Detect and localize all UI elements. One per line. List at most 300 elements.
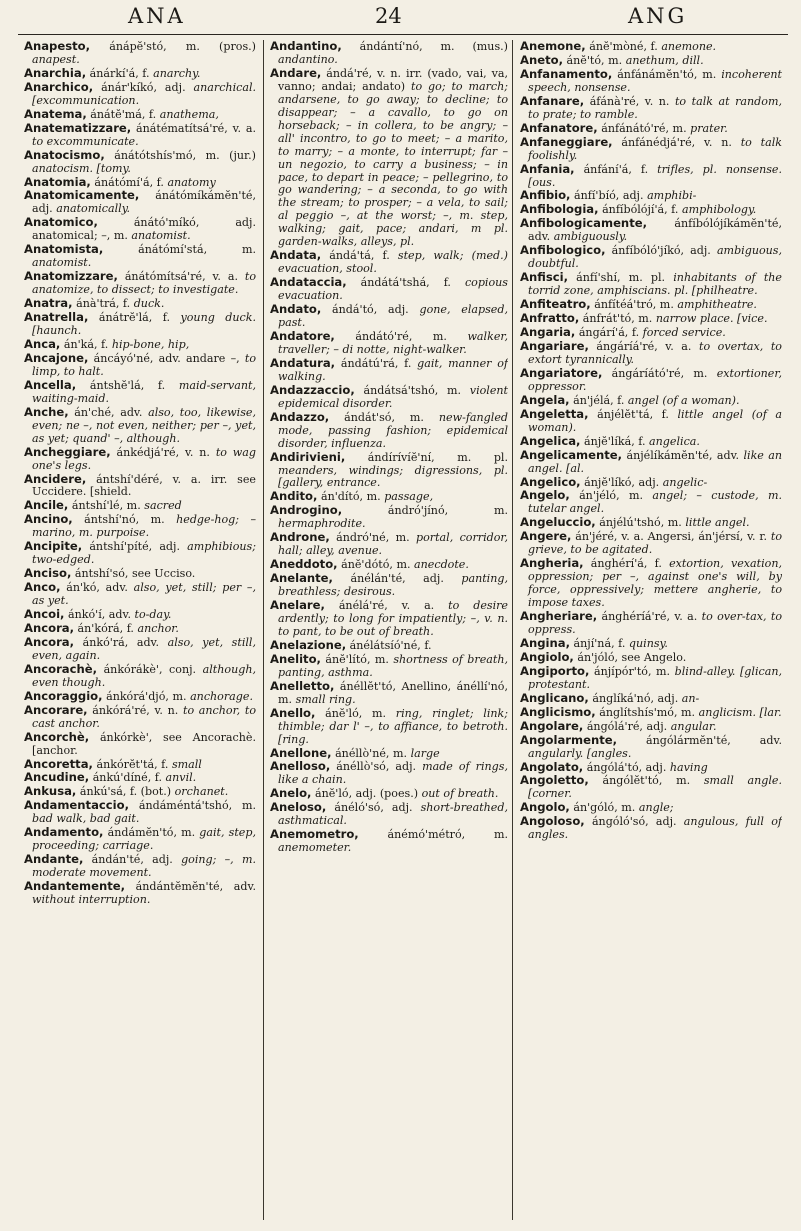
definition: angle; [638,801,674,815]
headword: Anatra, [24,296,73,311]
headword: Ancorare, [24,702,88,717]
definition: anemone. [661,40,717,53]
pronunciation-grammar: án'jéló, m. [579,489,644,503]
pronunciation-grammar: ánátótshís'mó, m. (jur.) [114,148,256,162]
headword: Anemone, [520,40,586,53]
headword: Angolare, [520,718,584,733]
dictionary-entry [520,651,782,665]
headword: Andamentaccio, [24,798,130,813]
dictionary-entry [270,572,508,599]
dictionary-entry [520,54,782,68]
headword: Ancheggiare, [24,444,111,459]
definition: without interruption. [32,893,151,907]
dictionary-entry [520,557,782,610]
dictionary-entry [270,599,508,639]
definition: quinsy. [628,636,668,650]
pronunciation-grammar: ánĕ'lító, m. [325,652,389,666]
pronunciation-grammar: ánárkí'á, f. [89,66,150,80]
pronunciation-grammar: ándátsá'tshó, m. [363,383,462,397]
headword: Andazzo, [270,409,330,424]
dictionary-entry [270,531,508,558]
definition: anarchy. [153,66,201,80]
headword: Andatore, [270,328,335,343]
dictionary-entry [520,692,782,706]
definition: anchorage. [190,689,253,703]
dictionary-entry [24,636,256,663]
dictionary-entry [24,499,256,513]
pronunciation-grammar: ánjípór'tó, m. [593,664,671,678]
headword: Anelante, [270,571,333,586]
pronunciation-grammar: ánfíbólójíkámĕn'té, adv. [528,217,782,244]
headword: Angoloso, [520,814,585,829]
pronunciation-grammar: ándántí'nó, m. (mus.) [359,40,508,53]
definition: to limp, to halt. [32,351,256,378]
headword: Andatura, [270,355,336,370]
pronunciation-grammar: ántshí'só, see Ucciso. [74,567,196,581]
definition: angel; – custode, m. tutelar angel. [528,489,782,516]
headword: Anatocismo, [24,147,105,162]
pronunciation-grammar: ánfíbólójí'á, f. [602,203,679,217]
headword: Anfiteatro, [520,297,591,312]
pronunciation-grammar: ánĕ'ló, m. [325,706,387,720]
pronunciation-grammar: ánfíbóló'jíkó, adj. [611,244,711,258]
pronunciation-grammar: ánéllò'né, m. [335,746,408,760]
headword: Andito, [270,489,318,504]
definition: to talk at random, to prate; to ramble. [528,94,782,121]
pronunciation-grammar: ánfí'shí, m. pl. [576,271,666,285]
dictionary-entry [24,338,256,352]
dictionary-entry [270,707,508,747]
pronunciation-grammar: ánfání'á, f. [583,162,649,176]
definition: anathema, [159,107,219,121]
pronunciation-grammar: ánémó'métró, m. [387,828,508,842]
definition: to overtax, to extort tyrannically. [528,339,782,366]
dictionary-entry [24,149,256,176]
definition: angulous, full of angles. [528,815,782,842]
dictionary-entry [24,311,256,338]
dictionary-entry [520,312,782,326]
pronunciation-grammar: ántshí'lé, m. [71,499,141,513]
headword: Andante, [24,852,84,867]
dictionary-entry [270,276,508,303]
headword: Anglicismo, [520,704,596,719]
definition: small [171,757,202,771]
definition: short-breathed, asthmatical. [278,801,508,828]
pronunciation-grammar: ánkó'rá, adv. [82,635,160,649]
dictionary-entry [24,379,256,406]
headword: Anelloso, [270,759,331,774]
pronunciation-grammar: án'ché, adv. [74,405,143,419]
dictionary-entry [520,530,782,557]
definition: hedge-hog; – marino, m. purpoise. [32,513,256,540]
pronunciation-grammar: áfánà'ré, v. n. [589,94,670,108]
headword: Ankusa, [24,784,77,799]
pronunciation-grammar: ánjí'ná, f. [573,636,626,650]
pronunciation-grammar: ánkédjá'ré, v. n. [116,445,210,459]
definition: forced service. [642,326,726,340]
dictionary-entry [270,249,508,276]
headword: Anglicano, [520,690,589,705]
definition: gone, elapsed, past. [278,303,508,330]
definition: shortness of breath, panting, asthma. [278,652,508,679]
dictionary-entry [24,731,256,758]
headword: Anelletto, [270,678,335,693]
headword: Ancoi, [24,607,65,622]
dictionary-entry [24,473,256,500]
headword: Ancidere, [24,471,87,486]
pronunciation-grammar: ánjĕ'líká, f. [583,434,646,448]
pronunciation-grammar: ánĕ'dótó, m. [341,558,411,572]
headword: Angolato, [520,759,584,774]
dictionary-entry [24,243,256,270]
dictionary-entry [520,476,782,490]
headword: Andantemente, [24,879,126,894]
headword: Aneto, [520,52,564,67]
definition: prater. [690,121,728,135]
headword: Angariare, [520,338,589,353]
definition: anethum, dill. [625,53,704,67]
headword: Andare, [270,65,322,80]
dictionary-entry [520,637,782,651]
pronunciation-grammar: ándántĕmĕn'té, adv. [135,880,256,894]
definition: angularly. [angles. [528,746,632,760]
definition: ring, ringlet; link; thimble; dar l' –, to affiance, to betroth. [ring. [278,706,508,746]
definition: to go; to march; andarsene, to go away; to decline; to disappear; – a cavallo, to go on horseback; – in collera, to be angry; – all' incontro, to go to meet; – a marito, to marry; – a monte, to interrupt; far – un negozio, to carry a business; – in pace, to depart in peace; – pellegrino, to go wandering; – a seconda, to go with the stream; to prosper; – a vela, to sail; al peggio –, at the worst; –, m. step, walking; gait, pace; andari, m pl. garden-walks, alleys, pl. [278,79,508,249]
dictionary-entry [520,435,782,449]
dictionary-entry [520,40,782,54]
dictionary-entry [24,799,256,826]
pronunciation-grammar: ánátématítsá'ré, v. a. [136,121,256,135]
definition: to over-tax, to oppress. [528,610,782,636]
pronunciation-grammar: ángólá'ré, adj. [586,719,668,733]
definition: young duck. [haunch. [32,311,256,338]
pronunciation-grammar: ánjélĕt'tá, f. [597,407,669,421]
headword: Angelico, [520,474,581,489]
dictionary-entry [520,734,782,761]
pronunciation-grammar: ánfí'bíó, adj. [574,189,644,203]
pronunciation-grammar: ánfrát'tó, m. [582,312,653,326]
pronunciation-grammar: ánélá'ré, v. a. [338,599,435,613]
dictionary-entry [24,853,256,880]
headword: Ancudine, [24,770,90,785]
pronunciation-grammar: ándró'né, m. [336,531,410,545]
definition: maid-servant, waiting-maid. [32,378,256,405]
headword: Andataccia, [270,275,347,290]
headword: Anemometro, [270,827,359,842]
headword: Ancipite, [24,539,83,554]
dictionary-entry [520,68,782,95]
definition: angular. [670,719,717,733]
headword: Anfanamento, [520,66,613,81]
definition: step, walk; (med.) evacuation, stool. [278,249,508,276]
dictionary-entry [24,690,256,704]
pronunciation-grammar: án'jóló, see Angelo. [577,650,687,664]
dictionary-entry [270,357,508,384]
pronunciation-grammar: ánkórákè', conj. [103,662,197,676]
dictionary-entry [24,581,256,608]
definition: made of rings, like a chain. [278,760,508,787]
definition: small angle. [corner. [528,774,782,801]
dictionary-entry [520,122,782,136]
headword: Anelare, [270,598,325,613]
headword: Angere, [520,529,572,544]
headword: Anciso, [24,566,72,581]
definition: violent epidemical disorder. [278,383,508,410]
pronunciation-grammar: ángólá'tó, adj. [586,760,667,774]
dictionary-entry [24,81,256,108]
pronunciation-grammar: ánfítéá'tró, m. [594,298,674,312]
pronunciation-grammar: ándá'ré, v. n. irr. (vado, vai, va, vanno; andai; andato) [278,66,508,93]
definition: anatomy [167,175,216,189]
definition: anapest. [32,52,80,66]
pronunciation-grammar: ánkórĕt'tá, f. [96,757,169,771]
headword: Ancino, [24,512,73,527]
dictionary-entry [270,384,508,411]
pronunciation-grammar: ánjélú'tshó, m. [599,516,682,530]
definition: gait, step, proceeding; carriage. [32,826,256,853]
headword: Anche, [24,404,69,419]
headword: Aneloso, [270,800,327,815]
definition: to talk foolishly. [528,135,782,162]
definition: to-day. [134,608,172,622]
dictionary-entry [520,408,782,435]
pronunciation-grammar: áncáyó'né, adv. andare –, [93,351,240,365]
headword: Angiporto, [520,663,590,678]
headword: Ancoretta, [24,756,93,771]
definition: although, even though. [32,662,256,689]
pronunciation-grammar: ánátrĕ'lá, f. [98,311,170,325]
headword: Angheria, [520,556,584,571]
dictionary-entry [24,785,256,799]
definition: new-fangled mode, passing fashion; epidemical disorder, influenza. [278,410,508,450]
definition: little angel (of a woman). [528,407,782,434]
dictionary-entry [270,411,508,451]
pronunciation-grammar: ánátómítsá'ré, v. a. [124,270,238,284]
definition: also, yet, still; per –, as yet. [32,581,256,608]
definition: hip-bone, hip, [111,337,190,351]
dictionary-entry [24,108,256,122]
pronunciation-grammar: ánjĕ'líkó, adj. [584,475,660,489]
dictionary-entry [24,771,256,785]
pronunciation-grammar: ándátú'rá, f. [340,356,412,370]
pronunciation-grammar: ángáríá'ré, v. a. [596,339,692,353]
headword: Angheriare, [520,609,598,624]
pronunciation-grammar: ándát'só, m. [344,410,424,424]
dictionary-entry [270,653,508,680]
definition: portal, corridor, hall; alley, avenue. [278,531,508,558]
definition: orchanet. [174,785,229,799]
definition: hermaphrodite. [278,517,366,531]
headword: Ancajone, [24,350,89,365]
dictionary-entry [520,271,782,298]
pronunciation-grammar: ánkórá'djó, m. [106,689,187,703]
dictionary-entry [24,622,256,636]
dictionary-entry [270,680,508,707]
dictionary-entry [270,747,508,761]
dictionary-entry [520,720,782,734]
dictionary-entry [520,774,782,801]
definition: andantino. [278,52,338,66]
dictionary-entry [24,67,256,81]
dictionary-entry [24,176,256,190]
definition: narrow place. [vice. [655,312,768,326]
headword: Andantino, [270,40,342,53]
pronunciation-grammar: ánátĕ'má, f. [90,107,157,121]
headword: Anfibologico, [520,243,606,258]
headword: Angolo, [520,800,570,815]
dictionary-entry [520,801,782,815]
definition: anatomically. [56,202,131,216]
dictionary-entry [520,610,782,637]
column-divider-2 [512,40,513,1220]
dictionary-entry [24,663,256,690]
headword: Ancile, [24,498,69,513]
headword: Anatrella, [24,310,89,325]
definition: to wag one's legs. [32,445,256,472]
pronunciation-grammar: ánkú'sá, f. (bot.) [79,785,172,799]
headword: Ancora, [24,620,75,635]
dictionary-entry [270,760,508,787]
pronunciation-grammar: ánĕ'mòné, f. [589,40,658,53]
dictionary-entry [24,216,256,243]
dictionary-entry [520,244,782,271]
pronunciation-grammar: ánkú'díné, f. [92,771,163,785]
definition: trifles, pl. nonsense. [ous. [528,162,782,189]
headword: Angeletta, [520,406,589,421]
pronunciation-grammar: ánfánámĕn'tó, m. [617,67,717,81]
pronunciation-grammar: ándáméntá'tshó, m. [138,799,256,813]
headword: Anatematizzare, [24,120,132,135]
definition: anatomist. [131,229,191,243]
headword: Anelito, [270,651,321,666]
pronunciation-grammar: ángóló'só, adj. [591,815,677,829]
pronunciation-grammar: ánápĕ'stó, m. (pros.) [109,40,256,53]
dictionary-entry [520,489,782,516]
definition: also, yet, still, even, again. [32,635,256,662]
pronunciation-grammar: ántshĕ'lá, f. [89,378,166,392]
dictionary-entry [24,540,256,567]
definition: gait, manner of walking. [278,356,508,383]
headword: Andata, [270,248,322,263]
definition: to anatomize, to dissect; to investigate. [32,270,256,297]
definition: anatocism. [tomy. [32,161,131,175]
dictionary-entry [24,406,256,446]
dictionary-entry [24,40,256,67]
dictionary-entry [520,394,782,408]
headword: Androgino, [270,503,343,518]
pronunciation-grammar: án'kó, adv. [66,581,128,595]
pronunciation-grammar: ánátómíkámĕn'té, adj. [32,189,256,216]
definition: incoherent speech, nonsense. [528,67,782,94]
definition: to desire ardently; to long for impatiently; –, v. n. to pant, to be out of breath. [278,599,508,638]
headword: Anapesto, [24,40,91,53]
headword: Angariatore, [520,365,603,380]
pronunciation-grammar: ánélán'té, adj. [350,572,444,586]
dictionary-entry [270,330,508,357]
pronunciation-grammar: ángáríátó'ré, m. [611,366,708,380]
headword: Anarchico, [24,79,94,94]
dictionary-entry [520,516,782,530]
dictionary-entry [24,704,256,731]
definition: anglicism. [lar. [698,705,782,719]
definition: angelic- [662,475,708,489]
dictionary-entry [270,639,508,653]
definition: like an angel. [al. [528,448,782,475]
definition: sacred [144,499,182,513]
headword: Angelo, [520,488,570,503]
headword: Anatomicamente, [24,188,140,203]
definition: panting, breathless; desirous. [278,572,508,599]
dictionary-entry [520,136,782,163]
definition: amphibology. [681,203,757,217]
dictionary-entry [24,189,256,216]
dictionary-entry [24,758,256,772]
definition: amphitheatre. [677,298,757,312]
dictionary-entry [270,787,508,801]
pronunciation-grammar: án'jélá, f. [573,393,625,407]
headword: Anellone, [270,745,332,760]
headword: Angolarmente, [520,732,618,747]
headword: Anco, [24,580,61,595]
column-3 [520,40,782,1220]
headword: Angoletto, [520,773,589,788]
headword: Anatema, [24,106,87,121]
pronunciation-grammar: ánĕ'tó, m. [566,53,623,67]
headword: Anelo, [270,786,312,801]
definition: passage, [384,490,434,504]
pronunciation-grammar: án'ká, f. [63,337,109,351]
column-2 [270,40,508,1220]
pronunciation-grammar: ánkó'í, adv. [67,608,131,622]
pronunciation-grammar: ánátó'míkó, adj. anatomical; –, m. [32,216,256,243]
dictionary-entry [24,826,256,853]
headword: Anatomista, [24,242,104,257]
dictionary-entry [520,163,782,190]
right-guide-word: ANG [628,4,688,28]
definition: ambiguous, doubtful. [528,244,782,271]
definition: inhabitants of the torrid zone, amphiscians. pl. [philheatre. [528,271,782,298]
dictionary-entry [24,270,256,297]
pronunciation-grammar: án'góló, m. [573,801,636,815]
headword: Anfratto, [520,311,580,326]
definition: anchor. [137,621,179,635]
pronunciation-grammar: án'dító, m. [320,490,381,504]
definition: angel (of a woman). [627,393,740,407]
headword: Anelazione, [270,637,347,652]
dictionary-entry [270,40,508,67]
dictionary-entry [270,828,508,855]
headword: Andamento, [24,825,104,840]
pronunciation-grammar: ánátómí'stá, m. [138,243,256,257]
headword: Ancorachè, [24,661,97,676]
headword: Angelicamente, [520,447,623,462]
headword: Angaria, [520,325,576,340]
definition: going; –, m. moderate movement. [32,853,256,880]
definition: meanders, windings; digressions, pl. [gallery, entrance. [278,463,508,490]
headword: Angeluccio, [520,515,596,530]
dictionary-entry [24,122,256,149]
dictionary-entry [270,558,508,572]
pronunciation-grammar: ánkórkè', see Ancorachè. [anchor. [32,730,256,757]
pronunciation-grammar: ánfánédjá'ré, v. n. [621,135,732,149]
pronunciation-grammar: ándá'tó, adj. [332,303,409,317]
headword: Ancora, [24,634,75,649]
pronunciation-grammar: ánéló'só, adj. [334,801,413,815]
dictionary-entry [24,513,256,540]
pronunciation-grammar: ánglítshís'mó, m. [599,705,696,719]
headword: Anatomizzare, [24,269,118,284]
headword: Angina, [520,635,570,650]
